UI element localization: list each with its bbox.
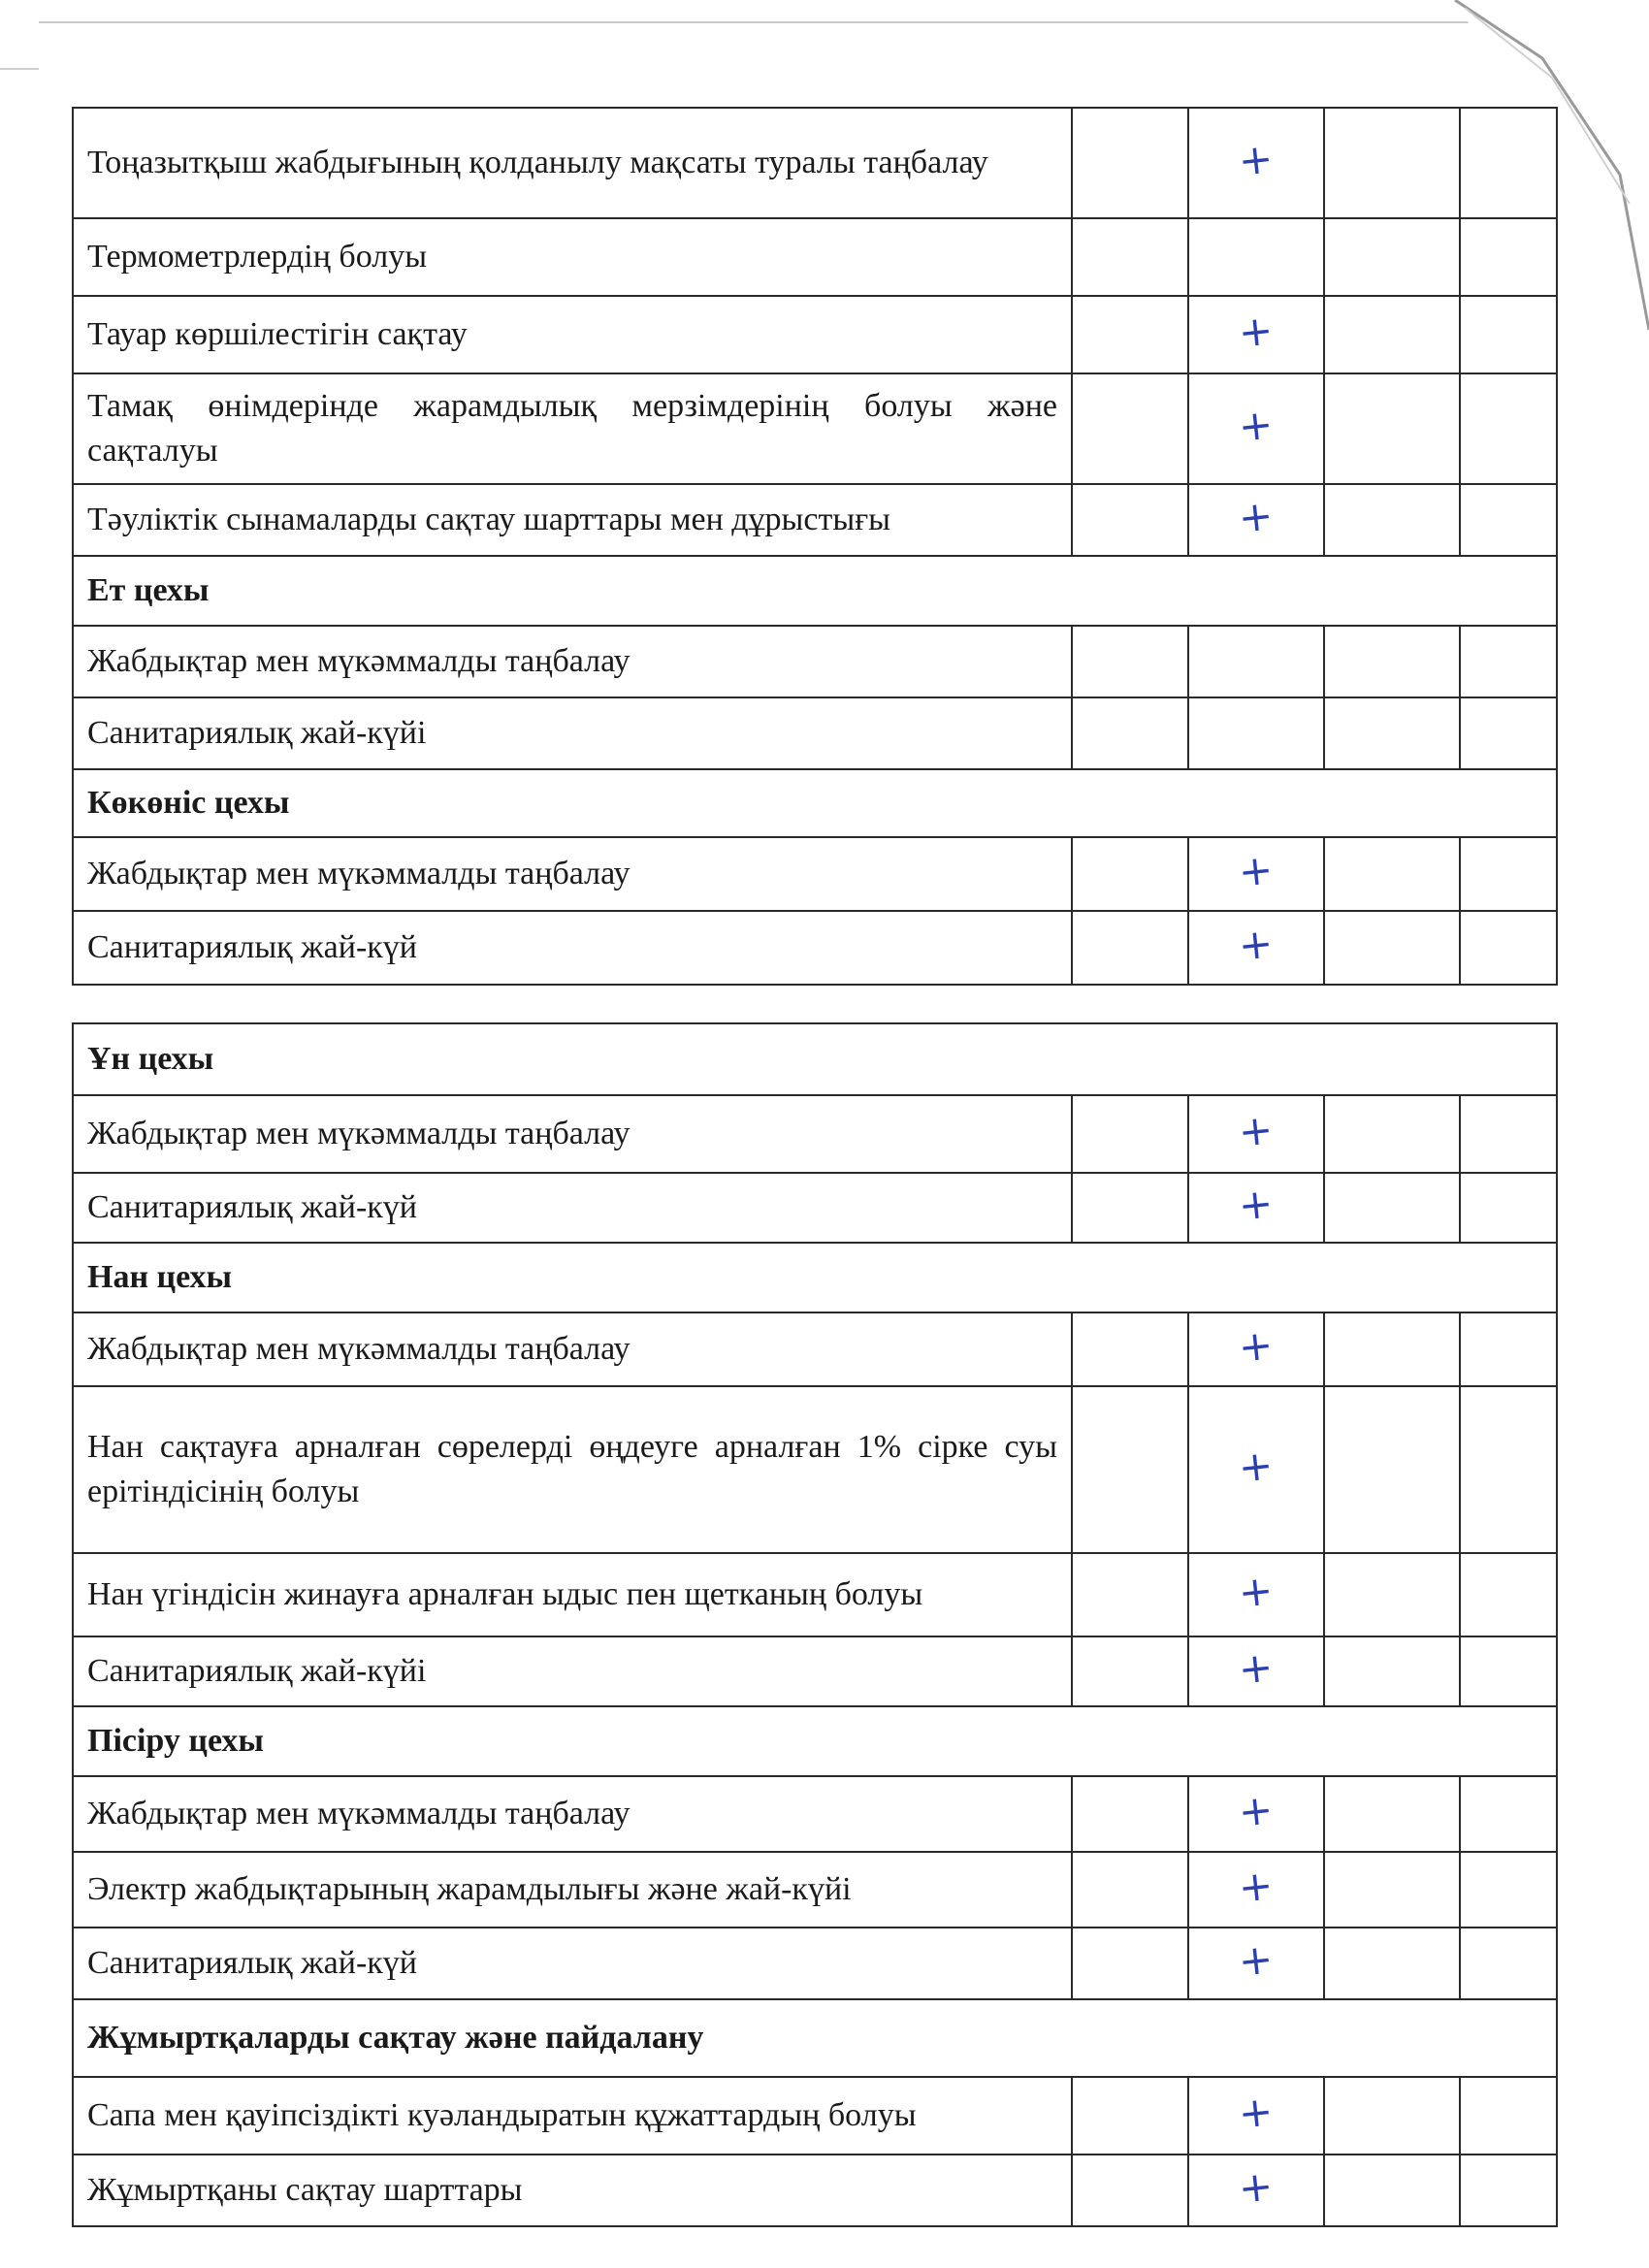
mark-cell-4[interactable] bbox=[1460, 1776, 1557, 1852]
handwritten-plus-mark: + bbox=[1236, 1566, 1277, 1617]
criterion-text: Жабдықтар мен мүкәммалды таңбалау bbox=[73, 1312, 1072, 1386]
mark-cell-3[interactable] bbox=[1324, 1553, 1460, 1636]
mark-cell-2[interactable] bbox=[1188, 837, 1324, 911]
mark-cell-1[interactable] bbox=[1072, 1776, 1188, 1852]
mark-cell-3[interactable] bbox=[1324, 626, 1460, 697]
handwritten-plus-mark: + bbox=[1236, 1320, 1277, 1372]
criterion-text: Тамақ өнімдерінде жарамдылық мерзімдерінің болуы және сақталуы bbox=[73, 373, 1072, 484]
mark-cell-1[interactable] bbox=[1072, 911, 1188, 985]
table-row bbox=[73, 1636, 1557, 1706]
handwritten-plus-mark: + bbox=[1236, 2087, 1277, 2138]
mark-cell-1[interactable] bbox=[1072, 2077, 1188, 2155]
criterion-text: Термометрлердің болуы bbox=[73, 218, 1072, 296]
mark-cell-1[interactable] bbox=[1072, 697, 1188, 769]
mark-cell-2[interactable] bbox=[1188, 2155, 1324, 2226]
section-header-row bbox=[73, 769, 1557, 837]
criterion-text: Санитариялық жай-күйі bbox=[73, 1636, 1072, 1706]
mark-cell-2[interactable] bbox=[1188, 1636, 1324, 1706]
criterion-text: Тауар көршілестігін сақтау bbox=[73, 296, 1072, 373]
mark-cell-1[interactable] bbox=[1072, 837, 1188, 911]
mark-cell-3[interactable] bbox=[1324, 1776, 1460, 1852]
mark-cell-4[interactable] bbox=[1460, 1173, 1557, 1243]
criterion-text: Тәуліктік сынамаларды сақтау шарттары мен дұрыстығы bbox=[73, 484, 1072, 556]
mark-cell-1[interactable] bbox=[1072, 2155, 1188, 2226]
mark-cell-3[interactable] bbox=[1324, 1095, 1460, 1173]
mark-cell-1[interactable] bbox=[1072, 1636, 1188, 1706]
mark-cell-2[interactable] bbox=[1188, 1553, 1324, 1636]
inspection-checklist bbox=[72, 107, 1556, 2227]
handwritten-plus-mark: + bbox=[1236, 2161, 1277, 2213]
mark-cell-3[interactable] bbox=[1324, 697, 1460, 769]
section-header-row bbox=[73, 1706, 1557, 1776]
mark-cell-4[interactable] bbox=[1460, 218, 1557, 296]
handwritten-plus-mark: + bbox=[1236, 134, 1277, 185]
mark-cell-4[interactable] bbox=[1460, 1553, 1557, 1636]
mark-cell-3[interactable] bbox=[1324, 1312, 1460, 1386]
mark-cell-4[interactable] bbox=[1460, 484, 1557, 556]
table-row bbox=[73, 1928, 1557, 1999]
criterion-text: Нан сақтауға арналған сөрелерді өңдеуге арналған 1% сірке суы ерітіндісінің болуы bbox=[73, 1386, 1072, 1553]
mark-cell-3[interactable] bbox=[1324, 1636, 1460, 1706]
handwritten-plus-mark: + bbox=[1236, 919, 1277, 970]
mark-cell-1[interactable] bbox=[1072, 1553, 1188, 1636]
section-title: Пісіру цехы bbox=[73, 1706, 1557, 1776]
mark-cell-3[interactable] bbox=[1324, 837, 1460, 911]
criterion-text: Сапа мен қауіпсіздікті куәландыратын құжаттардың болуы bbox=[73, 2077, 1072, 2155]
mark-cell-1[interactable] bbox=[1072, 484, 1188, 556]
mark-cell-2[interactable] bbox=[1188, 484, 1324, 556]
table-row bbox=[73, 1776, 1557, 1852]
mark-cell-3[interactable] bbox=[1324, 218, 1460, 296]
criterion-text: Жұмыртқаны сақтау шарттары bbox=[73, 2155, 1072, 2226]
criterion-text: Тоңазытқыш жабдығының қолданылу мақсаты туралы таңбалау bbox=[73, 108, 1072, 218]
criterion-text: Жабдықтар мен мүкәммалды таңбалау bbox=[73, 1095, 1072, 1173]
table-row bbox=[73, 108, 1557, 218]
mark-cell-1[interactable] bbox=[1072, 1386, 1188, 1553]
mark-cell-3[interactable] bbox=[1324, 484, 1460, 556]
handwritten-plus-mark: + bbox=[1236, 491, 1277, 542]
mark-cell-4[interactable] bbox=[1460, 296, 1557, 373]
mark-cell-3[interactable] bbox=[1324, 1852, 1460, 1928]
mark-cell-1[interactable] bbox=[1072, 1173, 1188, 1243]
mark-cell-2[interactable] bbox=[1188, 911, 1324, 985]
criterion-text: Жабдықтар мен мүкәммалды таңбалау bbox=[73, 1776, 1072, 1852]
mark-cell-3[interactable] bbox=[1324, 2155, 1460, 2226]
mark-cell-4[interactable] bbox=[1460, 2077, 1557, 2155]
table-row bbox=[73, 1312, 1557, 1386]
mark-cell-2[interactable] bbox=[1188, 2077, 1324, 2155]
section-title: Жұмыртқаларды сақтау және пайдалану bbox=[73, 1999, 1557, 2077]
section-header-row bbox=[73, 1243, 1557, 1312]
mark-cell-4[interactable] bbox=[1460, 911, 1557, 985]
table-row bbox=[73, 484, 1557, 556]
mark-cell-3[interactable] bbox=[1324, 1928, 1460, 1999]
section-header-row bbox=[73, 1999, 1557, 2077]
criterion-text: Нан үгіндісін жинауға арналған ыдыс пен щетканың болуы bbox=[73, 1553, 1072, 1636]
mark-cell-1[interactable] bbox=[1072, 296, 1188, 373]
table-row bbox=[73, 1852, 1557, 1928]
section-title: Ұн цехы bbox=[73, 1023, 1557, 1095]
mark-cell-1[interactable] bbox=[1072, 1928, 1188, 1999]
handwritten-plus-mark: + bbox=[1236, 1441, 1277, 1492]
table-row bbox=[73, 626, 1557, 697]
table-row bbox=[73, 296, 1557, 373]
table-row bbox=[73, 1173, 1557, 1243]
table-row bbox=[73, 1553, 1557, 1636]
table-row bbox=[73, 697, 1557, 769]
mark-cell-2[interactable] bbox=[1188, 697, 1324, 769]
mark-cell-4[interactable] bbox=[1460, 1312, 1557, 1386]
criterion-text: Санитариялық жай-күй bbox=[73, 911, 1072, 985]
mark-cell-2[interactable] bbox=[1188, 108, 1324, 218]
mark-cell-3[interactable] bbox=[1324, 911, 1460, 985]
mark-cell-1[interactable] bbox=[1072, 1095, 1188, 1173]
mark-cell-4[interactable] bbox=[1460, 1095, 1557, 1173]
mark-cell-4[interactable] bbox=[1460, 697, 1557, 769]
mark-cell-1[interactable] bbox=[1072, 1312, 1188, 1386]
table-row bbox=[73, 911, 1557, 985]
mark-cell-4[interactable] bbox=[1460, 1852, 1557, 1928]
table-row bbox=[73, 2155, 1557, 2226]
mark-cell-2[interactable] bbox=[1188, 1095, 1324, 1173]
mark-cell-2[interactable] bbox=[1188, 1928, 1324, 1999]
table-row bbox=[73, 1095, 1557, 1173]
criterion-text: Санитариялық жай-күйі bbox=[73, 697, 1072, 769]
mark-cell-1[interactable] bbox=[1072, 1852, 1188, 1928]
checklist-body bbox=[73, 108, 1557, 2226]
mark-cell-2[interactable] bbox=[1188, 1173, 1324, 1243]
section-header-row bbox=[73, 1023, 1557, 1095]
mark-cell-2[interactable] bbox=[1188, 1776, 1324, 1852]
mark-cell-4[interactable] bbox=[1460, 837, 1557, 911]
scan-edge-line bbox=[39, 21, 1552, 23]
mark-cell-2[interactable] bbox=[1188, 1386, 1324, 1553]
criterion-text: Санитариялық жай-күй bbox=[73, 1928, 1072, 1999]
mark-cell-3[interactable] bbox=[1324, 1386, 1460, 1553]
mark-cell-4[interactable] bbox=[1460, 373, 1557, 484]
section-title: Нан цехы bbox=[73, 1243, 1557, 1312]
criterion-text: Санитариялық жай-күй bbox=[73, 1173, 1072, 1243]
criterion-text: Электр жабдықтарының жарамдылығы және жай-күйі bbox=[73, 1852, 1072, 1928]
handwritten-plus-mark: + bbox=[1236, 400, 1277, 451]
table-row bbox=[73, 837, 1557, 911]
table-row bbox=[73, 373, 1557, 484]
section-title: Көкөніс цехы bbox=[73, 769, 1557, 837]
criterion-text: Жабдықтар мен мүкәммалды таңбалау bbox=[73, 837, 1072, 911]
criterion-text: Жабдықтар мен мүкәммалды таңбалау bbox=[73, 626, 1072, 697]
mark-cell-3[interactable] bbox=[1324, 373, 1460, 484]
mark-cell-4[interactable] bbox=[1460, 626, 1557, 697]
mark-cell-3[interactable] bbox=[1324, 1173, 1460, 1243]
mark-cell-2[interactable] bbox=[1188, 218, 1324, 296]
table-row bbox=[73, 1386, 1557, 1553]
mark-cell-4[interactable] bbox=[1460, 1386, 1557, 1553]
handwritten-plus-mark: + bbox=[1236, 1934, 1277, 1986]
section-title: Ет цехы bbox=[73, 556, 1557, 626]
scan-edge-mark bbox=[0, 68, 39, 70]
handwritten-plus-mark: + bbox=[1236, 1179, 1277, 1230]
table-row bbox=[73, 2077, 1557, 2155]
table-gap bbox=[73, 985, 1557, 1023]
mark-cell-4[interactable] bbox=[1460, 1636, 1557, 1706]
mark-cell-1[interactable] bbox=[1072, 373, 1188, 484]
handwritten-plus-mark: + bbox=[1236, 306, 1277, 357]
mark-cell-1[interactable] bbox=[1072, 626, 1188, 697]
handwritten-plus-mark: + bbox=[1236, 1861, 1277, 1912]
mark-cell-1[interactable] bbox=[1072, 218, 1188, 296]
mark-cell-2[interactable] bbox=[1188, 626, 1324, 697]
handwritten-plus-mark: + bbox=[1236, 845, 1277, 896]
mark-cell-3[interactable] bbox=[1324, 108, 1460, 218]
handwritten-plus-mark: + bbox=[1236, 1105, 1277, 1156]
mark-cell-4[interactable] bbox=[1460, 108, 1557, 218]
gap-cell bbox=[73, 985, 1557, 1023]
mark-cell-2[interactable] bbox=[1188, 296, 1324, 373]
mark-cell-2[interactable] bbox=[1188, 1852, 1324, 1928]
mark-cell-3[interactable] bbox=[1324, 2077, 1460, 2155]
mark-cell-3[interactable] bbox=[1324, 296, 1460, 373]
table-row bbox=[73, 218, 1557, 296]
checklist-table bbox=[72, 107, 1558, 2227]
mark-cell-2[interactable] bbox=[1188, 1312, 1324, 1386]
mark-cell-4[interactable] bbox=[1460, 1928, 1557, 1999]
handwritten-plus-mark: + bbox=[1236, 1642, 1277, 1694]
mark-cell-4[interactable] bbox=[1460, 2155, 1557, 2226]
mark-cell-2[interactable] bbox=[1188, 373, 1324, 484]
section-header-row bbox=[73, 556, 1557, 626]
handwritten-plus-mark: + bbox=[1236, 1785, 1277, 1836]
mark-cell-1[interactable] bbox=[1072, 108, 1188, 218]
